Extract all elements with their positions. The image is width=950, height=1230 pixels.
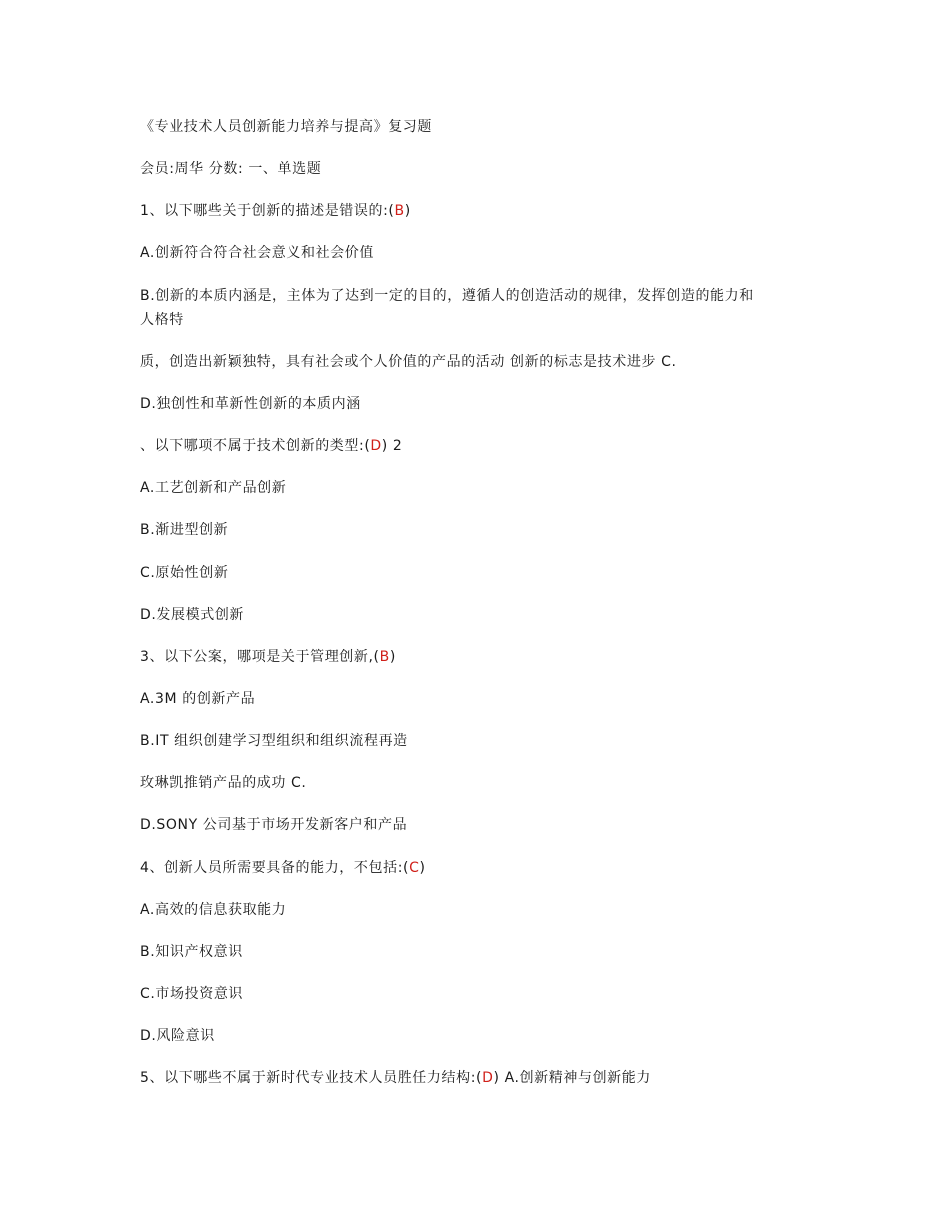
- question-3-option-b: B.IT 组织创建学习型组织和组织流程再造: [140, 733, 408, 749]
- question-1-option-b: B.创新的本质内涵是，主体为了达到一定的目的，遵循人的创造活动的规律，发挥创造的能力和: [140, 288, 754, 304]
- question-1-option-a: A.创新符合符合社会意义和社会价值: [140, 245, 374, 261]
- question-1-option-b-cont: 人格特: [140, 312, 184, 328]
- member-score-line: 会员:周华 分数: 一、单选题: [140, 161, 322, 177]
- question-4-option-c: C.市场投资意识: [140, 986, 244, 1002]
- question-3-option-a: A.3M 的创新产品: [140, 691, 256, 707]
- question-4-close: ): [419, 860, 426, 876]
- question-2-option-c: C.原始性创新: [140, 565, 229, 581]
- question-3-close: ): [389, 649, 396, 665]
- question-3: [140, 645, 820, 669]
- question-1-answer: B: [394, 203, 405, 219]
- question-4-text: 4、创新人员所需要具备的能力，不包括:(: [140, 860, 410, 876]
- question-1-option-b-cont2: 质，创造出新颖独特，具有社会或个人价值的产品的活动 创新的标志是技术进步 C.: [140, 354, 677, 370]
- question-2-answer: D: [370, 438, 382, 454]
- question-4-option-a: A.高效的信息获取能力: [140, 902, 287, 918]
- question-1: [140, 199, 820, 223]
- question-3-option-d: D.SONY 公司基于市场开发新客户和产品: [140, 817, 408, 833]
- question-2-option-b: B.渐进型创新: [140, 522, 229, 538]
- question-2: [140, 434, 820, 458]
- question-2-option-d: D.发展模式创新: [140, 607, 245, 623]
- question-4-option-b: B.知识产权意识: [140, 944, 243, 960]
- question-1-option-d: D.独创性和革新性创新的本质内涵: [140, 396, 361, 412]
- question-1-text: 1、以下哪些关于创新的描述是错误的:(: [140, 203, 395, 219]
- question-3-option-c: 玫琳凯推销产品的成功 C.: [140, 775, 307, 791]
- document-title: 《专业技术人员创新能力培养与提高》复习题: [140, 119, 432, 135]
- question-4-option-d: D.风险意识: [140, 1028, 215, 1044]
- question-5: [140, 1066, 820, 1090]
- question-2-text: 、以下哪项不属于技术创新的类型:(: [140, 438, 371, 454]
- question-4-answer: C: [409, 860, 420, 876]
- question-3-answer: B: [379, 649, 390, 665]
- question-3-text: 3、以下公案，哪项是关于管理创新,(: [140, 649, 380, 665]
- question-2-option-a: A.工艺创新和产品创新: [140, 480, 287, 496]
- question-5-rest: ) A.创新精神与创新能力: [493, 1070, 651, 1086]
- question-4: [140, 856, 820, 880]
- question-1-close: ): [404, 203, 411, 219]
- question-2-close: ) 2: [381, 438, 403, 454]
- question-5-answer: D: [482, 1070, 494, 1086]
- question-5-text: 5、以下哪些不属于新时代专业技术人员胜任力结构:(: [140, 1070, 483, 1086]
